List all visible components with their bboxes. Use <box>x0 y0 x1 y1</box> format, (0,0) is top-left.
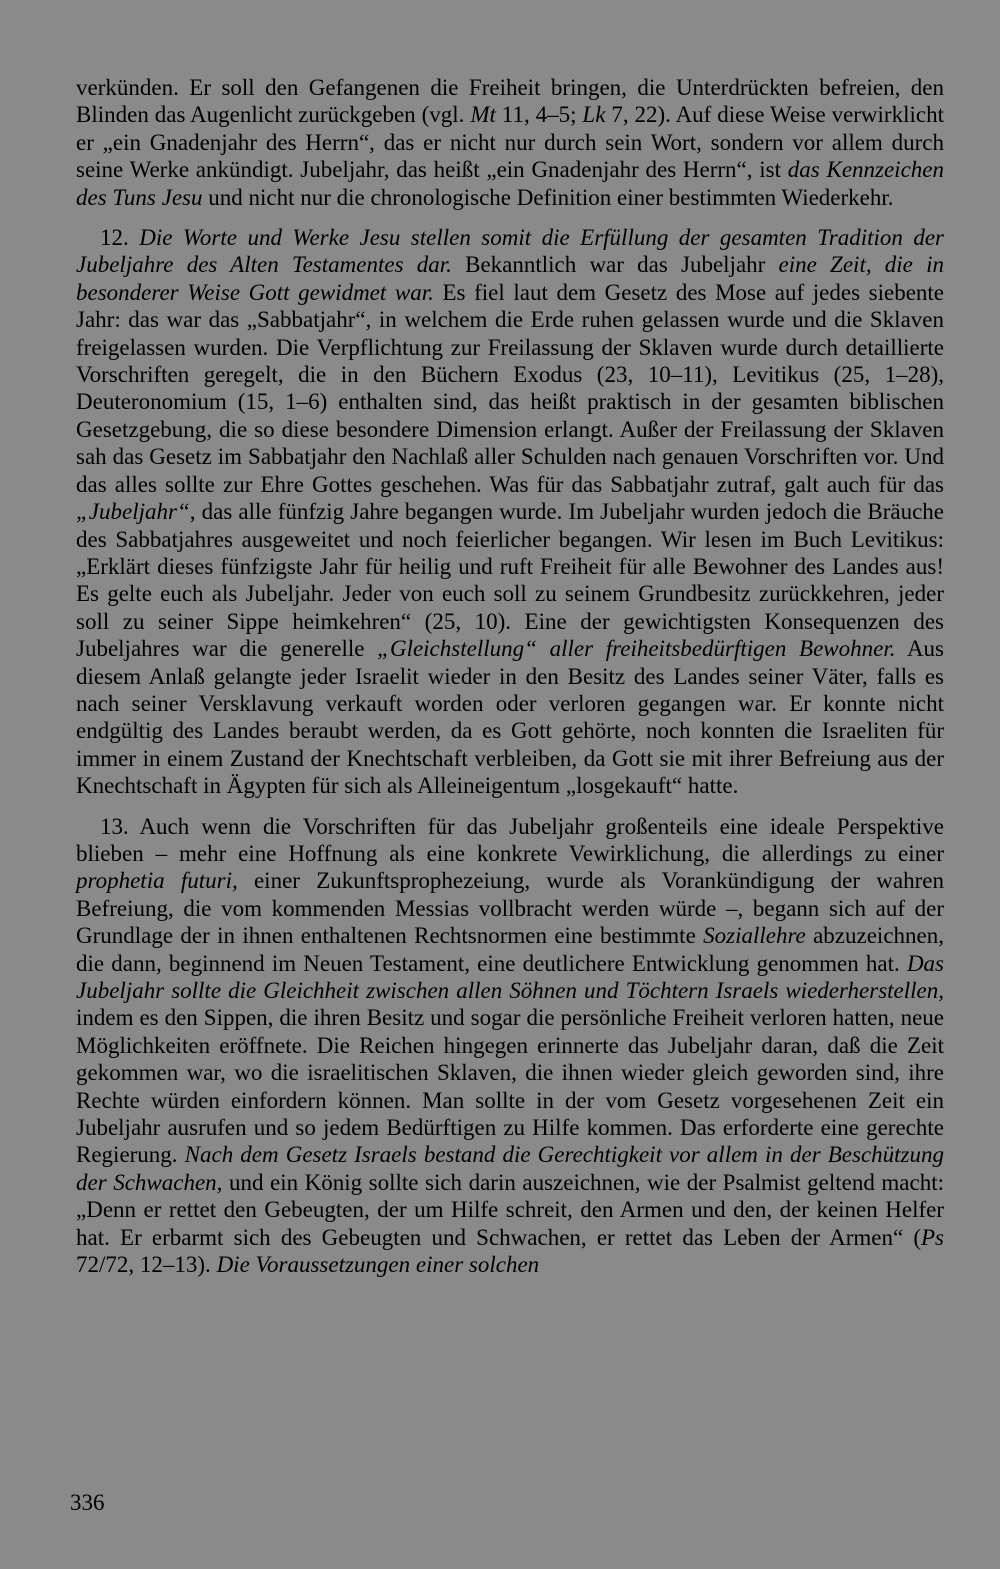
text-segment-italic: Das Jubeljahr sollte die Gleichheit zwischen allen Söhnen und Töchtern Israels wiederherstellen, <box>76 950 944 1003</box>
text-segment-italic: „Gleichstellung“ aller freiheitsbedürftigen Bewohner. <box>377 636 896 662</box>
text-segment: , das alle fünfzig Jahre begangen wurde. Im Jubeljahr wurden jedoch die Bräuche des Sabbatjahres ausgeweitet und noch feierlicher begangen. Wir lesen im Buch Levitikus: „Erklärt dieses fünfzigste Jahr für heilig und ruft Freiheit für alle Bewohner des Landes aus! Es gelte euch als Jubeljahr. Jeder von euch soll zu seinem Grundbesitz zurückkehren, jeder soll zu seiner Sippe heimkehren“ (25, 10). Eine der gewichtigsten Konsequenzen des Jubeljahres war die generelle <box>76 499 944 662</box>
text-segment-italic: Soziallehre <box>703 923 806 949</box>
text-segment-italic: Ps <box>921 1224 944 1250</box>
text-segment: abzuzeichnen, die dann, beginnend im Neuen Testament, eine deutlichere Entwicklung genommen hat. <box>76 923 944 976</box>
text-segment-italic: Mt <box>470 102 496 128</box>
text-segment: und ein König sollte sich darin auszeichnen, wie der Psalmist geltend macht: „Denn er rettet den Gebeugten, der um Hilfe schreit, den Armen und den, der keinen Helfer hat. Er erbarmt sich des Gebeugten und Schwachen, er rettet das Leben der Armen“ ( <box>76 1169 944 1250</box>
text-segment: und nicht nur die chronologische Definition einer bestimmten Wiederkehr. <box>202 184 894 210</box>
text-segment-italic: Die Voraussetzungen einer solchen <box>216 1252 540 1278</box>
page-number: 336 <box>70 1490 105 1515</box>
text-segment-italic: „Jubeljahr“ <box>76 499 190 525</box>
text-segment-italic: das Kennzeichen des Tuns Jesu <box>76 157 944 210</box>
text-segment: Es fiel laut dem Gesetz des Mose auf jedes siebente Jahr: das war das „Sabbatjahr“, in welchem die Erde ruhen gelassen wurde und die Sklaven freigelassen wurden. Die Verpflichtung zur Freilassung der Sklaven wurde durch detaillierte Vorschriften geregelt, die in den Büchern Exodus (23, 10–11), Levitikus (25, 1–28), Deuteronomium (15, 1–6) enthalten sind, das heißt praktisch in der gesamten biblischen Gesetzgebung, die so diese besondere Dimension erlangt. Außer der Freilassung der Sklaven sah das Gesetz im Sabbatjahr den Nachlaß aller Schulden nach genauen Vorschriften vor. Und das alles sollte zur Ehre Gottes geschehen. Was für das Sabbatjahr zutraf, galt auch für das <box>76 279 945 497</box>
text-segment: 13. Auch wenn die Vorschriften für das Jubeljahr großenteils eine ideale Perspektive blieben – mehr eine Hoffnung als eine konkrete Vewirklichung, die allerdings zu einer <box>76 813 944 866</box>
text-segment-italic: prophetia futuri, <box>76 868 238 894</box>
text-segment: indem es den Sippen, die ihren Besitz und sogar die persönliche Freiheit verloren hatten, neue Möglichkeiten eröffnete. Die Reichen hingegen erinnerte das Jubeljahr daran, daß die Zeit gekommen war, wo die israelitischen Sklaven, die ihnen wieder gleich geworden sind, ihre Rechte würden einfordern können. Man sollte in der vom Gesetz vorgesehenen Zeit ein Jubeljahr ausrufen und so jedem Bedürftigen zu Hilfe kommen. Das erforderte eine gerechte Regierung. <box>76 1005 944 1168</box>
text-segment: 12. <box>100 225 140 251</box>
text-segment-italic: eine Zeit, die in besonderer Weise Gott gewidmet war. <box>76 252 944 305</box>
page-body <box>76 74 944 1278</box>
text-segment: verkünden. Er soll den Gefangenen die Freiheit bringen, die Unterdrückten befreien, den Blinden das Augenlicht zurückgeben (vgl. <box>76 75 944 128</box>
paragraph-12 <box>76 224 944 800</box>
text-segment: Bekanntlich war das Jubeljahr <box>451 252 779 278</box>
text-segment-italic: Nach dem Gesetz Israels bestand die Gerechtigkeit vor allem in der Beschützung der Schwachen, <box>76 1142 944 1195</box>
paragraph-continuation <box>76 74 944 211</box>
text-segment: 11, 4–5; <box>495 102 583 128</box>
text-segment-italic: Lk <box>582 102 606 128</box>
text-segment: Aus diesem Anlaß gelangte jeder Israelit wieder in den Besitz des Landes seiner Väter, falls es nach seiner Versklavung verkauft worden oder verloren gegangen war. Er konnte nicht endgültig des Landes beraubt werden, da es Gott gehörte, noch konnten die Israeliten für immer in einem Zustand der Knechtschaft verbleiben, da Gott sie mit ihrer Befreiung aus der Knechtschaft in Ägypten für sich als Alleineigentum „losgekauft“ hatte. <box>76 636 945 799</box>
paragraph-13 <box>76 813 944 1279</box>
text-segment: einer Zukunftsprophezeiung, wurde als Vorankündigung der wahren Befreiung, die vom kommenden Messias vollbracht werden würde –, begann sich auf der Grundlage der in ihnen enthaltenen Rechtsnormen eine bestimmte <box>76 868 944 949</box>
text-segment: 72/72, 12–13). <box>76 1252 217 1278</box>
text-segment-italic: Die Worte und Werke Jesu stellen somit die Erfüllung der gesamten Tradition der Jubeljahre des Alten Testamentes dar. <box>76 225 945 278</box>
text-segment: 7, 22). Auf diese Weise verwirklicht er „ein Gnadenjahr des Herrn“, das er nicht nur durch sein Wort, sondern vor allem durch seine Werke ankündigt. Jubeljahr, das heißt „ein Gnadenjahr des Herrn“, ist <box>76 102 944 183</box>
